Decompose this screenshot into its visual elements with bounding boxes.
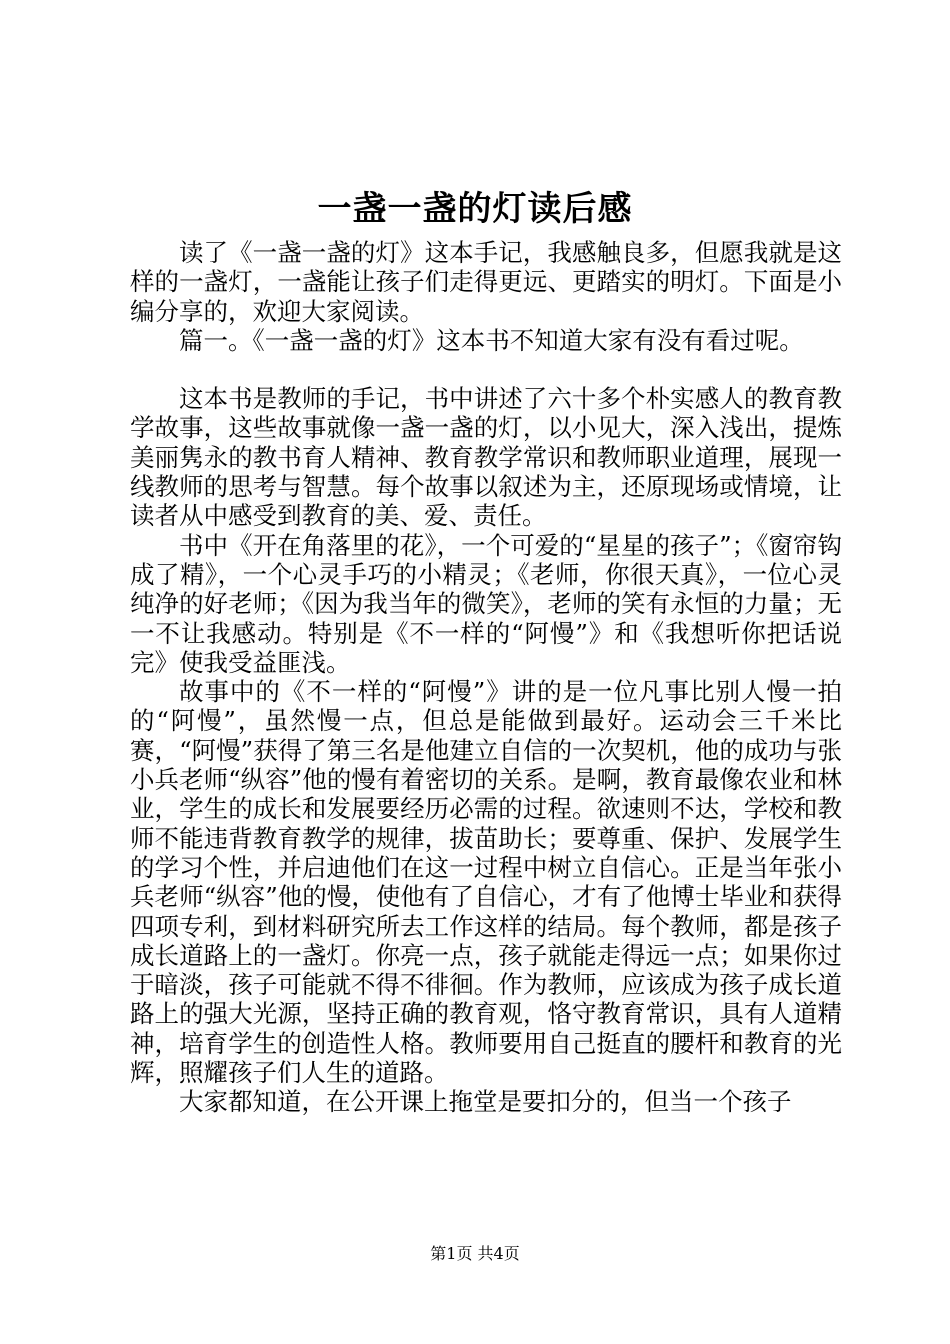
paragraph-part-one: 篇一。《一盏一盏的灯》这本书不知道大家有没有看过呢。 xyxy=(179,325,804,355)
paragraph-intro: 读了《一盏一盏的灯》这本手记，我感触良多，但愿我就是这样的一盏灯，一盏能让孩子们走得更远、更踏实的明灯。下面是小编分享的，欢迎大家阅读。 xyxy=(130,238,842,326)
page-number-footer: 第1页 共4页 xyxy=(430,1244,520,1263)
document-body xyxy=(130,238,842,1117)
paragraph-a-man-story: 故事中的《不一样的“阿慢”》讲的是一位凡事比别人慢一拍的“阿慢”，虽然慢一点，但总是能做到最好。运动会三千米比赛，“阿慢”获得了第三名是他建立自信的一次契机，他的成功与张小兵老师“纵容”他的慢有着密切的关系。是啊，教育最像农业和林业，学生的成长和发展要经历必需的过程。欲速则不达，学校和教师不能违背教育教学的规律，拔苗助长；要尊重、保护、发展学生的学习个性，并启迪他们在这一过程中树立自信心。正是当年张小兵老师“纵容”他的慢，使他有了自信心，才有了他博士毕业和获得四项专利，到材料研究所去工作这样的结局。每个教师，都是孩子成长道路上的一盏灯。你亮一点，孩子就能走得远一点；如果你过于暗淡，孩子可能就不得不徘徊。作为教师，应该成为孩子成长道路上的强大光源，坚持正确的教育观，恪守教育常识，具有人道精神，培育学生的创造性人格。教师要用自己挺直的腰杆和教育的光辉，照耀孩子们人生的道路。 xyxy=(130,677,842,1088)
paragraph-open-class: 大家都知道，在公开课上拖堂是要扣分的，但当一个孩子 xyxy=(179,1087,792,1117)
paragraph-book-stories: 书中《开在角落里的花》，一个可爱的“星星的孩子”；《窗帘钩成了精》，一个心灵手巧的小精灵；《老师，你很天真》，一位心灵纯净的好老师；《因为我当年的微笑》，老师的笑有永恒的力量；无一不让我感动。特别是《不一样的“阿慢”》和《我想听你把话说完》使我受益匪浅。 xyxy=(130,530,842,677)
paragraph-book-summary: 这本书是教师的手记，书中讲述了六十多个朴实感人的教育教学故事，这些故事就像一盏一盏的灯，以小见大，深入浅出，提炼美丽隽永的教书育人精神、教育教学常识和教师职业道理，展现一线教师的思考与智慧。每个故事以叙述为主，还原现场或情境，让读者从中感受到教育的美、爱、责任。 xyxy=(130,384,842,531)
document-title: 一盏一盏的灯读后感 xyxy=(317,189,633,229)
